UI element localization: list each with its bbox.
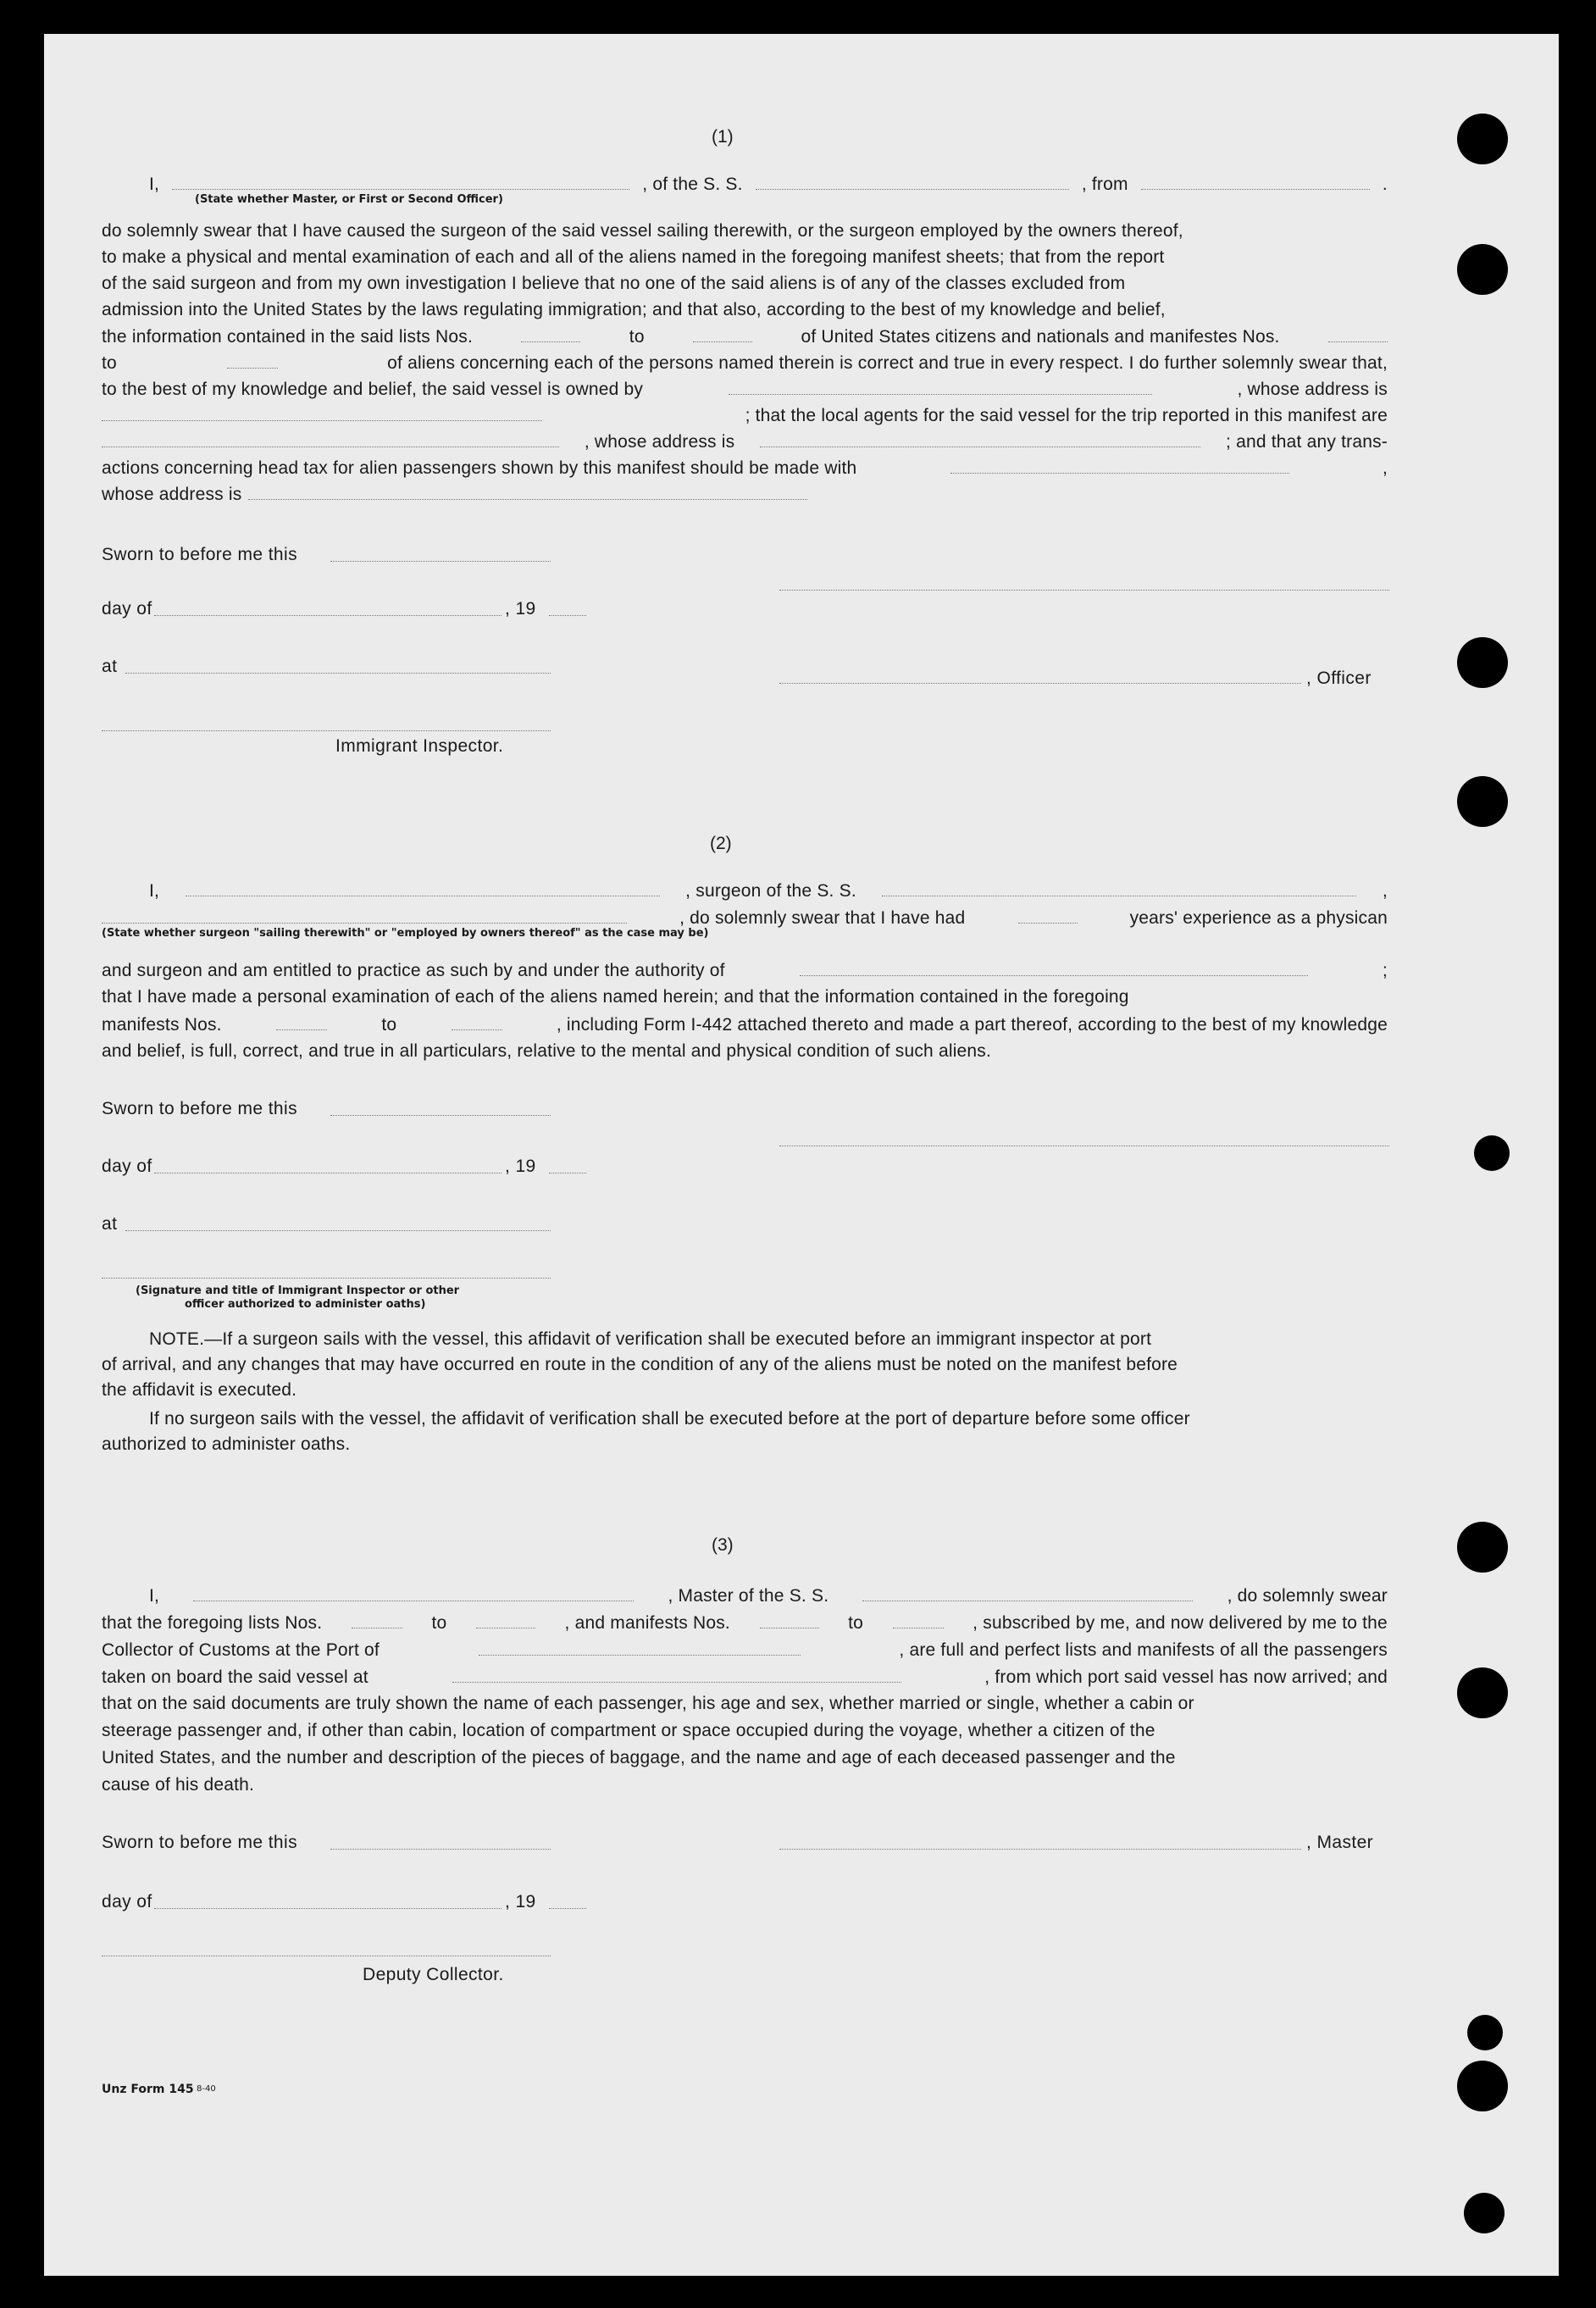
s2-sworn-date-field[interactable]	[330, 1115, 551, 1116]
section-2-surgeon-line: I, , surgeon of the S. S. ,	[149, 881, 1388, 901]
day-of-label: day of	[102, 1892, 152, 1911]
section-3-text-line: United States, and the number and description of the pieces of baggage, and the name and age of each deceased passenger and the	[102, 1748, 1176, 1767]
officer-label: , Officer	[1306, 669, 1372, 688]
signature-instruction: (Signature and title of Immigrant Inspector or other	[136, 1284, 460, 1297]
section-1-text-line: whose address is	[102, 485, 864, 503]
years-experience-field[interactable]	[1018, 908, 1078, 924]
day-of-label: day of	[102, 1157, 152, 1176]
s3-sworn-date-field[interactable]	[330, 1849, 551, 1850]
s3-manifests-to-field[interactable]	[893, 1613, 944, 1628]
agents-address-field[interactable]	[760, 432, 1200, 447]
note-line: authorized to administer oaths.	[102, 1434, 351, 1454]
section-1-text-line: actions concerning head tax for alien passengers shown by this manifest should be made with ,	[102, 458, 1388, 478]
inspector-signature-field[interactable]	[102, 730, 551, 731]
surgeon-vessel-field[interactable]	[882, 881, 1356, 896]
section-1-text-line: do solemnly swear that I have caused the surgeon of the said vessel sailing therewith, or the surgeon employed by the owners thereof,	[102, 221, 1183, 241]
day-of-field[interactable]	[154, 615, 502, 616]
surgeon-instruction: (State whether surgeon "sailing therewith" or "employed by owners thereof" as the case may be)	[102, 927, 709, 940]
section-1-text-line: to the best of my knowledge and belief, the said vessel is owned by , whose address is	[102, 380, 1388, 399]
punch-hole	[1457, 637, 1508, 688]
collector-port-field[interactable]	[479, 1640, 801, 1656]
form-page	[44, 34, 1559, 2276]
note-line: of arrival, and any changes that may have occurred en route in the condition of any of the aliens must be noted on the manifest before	[102, 1355, 1178, 1374]
s2-manifests-to-field[interactable]	[452, 1015, 502, 1030]
section-2-text-line: and surgeon and am entitled to practice as such by and under the authority of ;	[102, 961, 1388, 980]
section-1-text-line: to make a physical and mental examination of each and all of the aliens named in the foregoing manifest sheets; that from the report	[102, 247, 1165, 267]
sworn-label: Sworn to before me this	[102, 545, 297, 564]
section-3-text-line: cause of his death.	[102, 1775, 255, 1795]
section-2-text-line: , do solemnly swear that I have had years' experience as a physican	[102, 908, 1388, 927]
s2-manifests-from-field[interactable]	[276, 1015, 327, 1030]
head-tax-address-field[interactable]	[248, 485, 807, 500]
s3-lists-to-field[interactable]	[476, 1613, 535, 1628]
s3-master-name-field[interactable]	[193, 1586, 634, 1601]
section-1-text-line: to of aliens concerning each of the persons named therein is correct and true in every respect. I do further solemnly swear that,	[102, 353, 1388, 373]
section-3-text-line: that the foregoing lists Nos. to , and manifests Nos. to , subscribed by me, and now delivered by me to the	[102, 1613, 1388, 1633]
year-label: , 19	[505, 1892, 536, 1911]
section-1-text-line: admission into the United States by the laws regulating immigration; and that also, according to the best of my knowledge and belief,	[102, 300, 1166, 319]
section-2-number: (2)	[710, 834, 732, 853]
section-2-text-line: manifests Nos. to , including Form I-442 attached thereto and made a part thereof, according to the best of my knowledge	[102, 1015, 1388, 1035]
section-1-text-line: , whose address is ; and that any trans-	[102, 432, 1388, 451]
s2-at-place-field[interactable]	[125, 1230, 551, 1231]
section-1-text-line: the information contained in the said lists Nos. to of United States citizens and nationals and manifestes Nos.	[102, 327, 1388, 346]
section-2-text-line: and belief, is full, correct, and true in all particulars, relative to the mental and physical condition of such aliens.	[102, 1041, 992, 1061]
s3-day-of-field[interactable]	[154, 1908, 502, 1909]
year-label: , 19	[505, 599, 536, 619]
boarding-port-field[interactable]	[452, 1667, 901, 1683]
manifests-from-field[interactable]	[1328, 327, 1388, 342]
punch-hole	[1474, 1135, 1510, 1171]
surgeon-type-field[interactable]	[102, 908, 627, 924]
vessel-name-field[interactable]	[756, 175, 1069, 190]
deputy-label: Deputy Collector.	[363, 1965, 504, 1984]
sworn-date-field[interactable]	[330, 561, 551, 562]
note-line: NOTE.—If a surgeon sails with the vessel, this affidavit of verification shall be executed before an immigrant inspector at port	[149, 1329, 1152, 1349]
note-line: If no surgeon sails with the vessel, the affidavit of verification shall be executed before at the port of departure before some officer	[149, 1409, 1190, 1429]
section-2-text-line: that I have made a personal examination of each of the aliens named herein; and that the information contained in the foregoing	[102, 987, 1129, 1007]
s3-lists-from-field[interactable]	[352, 1613, 402, 1628]
section-1-number: (1)	[712, 127, 734, 147]
officer-title-field[interactable]	[779, 683, 1301, 684]
section-3-text-line: taken on board the said vessel at , from which port said vessel has now arrived; and	[102, 1667, 1388, 1687]
punch-hole	[1464, 2193, 1505, 2233]
sworn-label: Sworn to before me this	[102, 1833, 297, 1852]
signature-instruction: officer authorized to administer oaths)	[185, 1298, 426, 1311]
master-label: , Master	[1306, 1833, 1374, 1852]
section-1-text-line: ; that the local agents for the said vessel for the trip reported in this manifest are	[102, 406, 1388, 424]
section-3-number: (3)	[712, 1535, 734, 1555]
s3-vessel-field[interactable]	[862, 1586, 1193, 1601]
s3-year-field[interactable]	[549, 1908, 586, 1909]
master-signature-field[interactable]	[779, 1849, 1301, 1850]
section-1-master-line: I, , of the S. S. , from .	[149, 175, 1388, 194]
sworn-label: Sworn to before me this	[102, 1099, 297, 1118]
inspector-label: Immigrant Inspector.	[335, 736, 504, 756]
punch-hole	[1457, 1522, 1508, 1573]
manifests-to-field[interactable]	[227, 353, 278, 369]
punch-hole	[1457, 776, 1508, 827]
punch-hole	[1457, 114, 1508, 164]
section-1-text-line: of the said surgeon and from my own investigation I believe that no one of the said aliens is of any of the classes excluded from	[102, 274, 1126, 293]
at-place-field[interactable]	[125, 673, 551, 674]
officer-signature-field[interactable]	[779, 590, 1389, 591]
at-label: at	[102, 657, 118, 676]
punch-hole	[1457, 2061, 1508, 2111]
officer-instruction: (State whether Master, or First or Second Officer)	[195, 193, 503, 206]
s2-inspector-signature-field[interactable]	[102, 1278, 551, 1279]
owner-field[interactable]	[729, 380, 1152, 395]
year-field[interactable]	[549, 615, 586, 616]
local-agents-field[interactable]	[102, 432, 559, 447]
punch-hole	[1467, 2015, 1503, 2050]
section-3-text-line: Collector of Customs at the Port of , are full and perfect lists and manifests of all the passengers	[102, 1640, 1388, 1660]
form-code: 8-40	[197, 2084, 216, 2094]
surgeon-name-field[interactable]	[186, 881, 660, 896]
s3-manifests-from-field[interactable]	[760, 1613, 819, 1628]
punch-hole	[1457, 1667, 1508, 1718]
at-label: at	[102, 1214, 118, 1234]
day-of-label: day of	[102, 599, 152, 619]
authority-field[interactable]	[800, 961, 1308, 976]
year-label: , 19	[505, 1157, 536, 1176]
lists-to-field[interactable]	[693, 327, 752, 342]
punch-hole	[1457, 244, 1508, 295]
section-3-text-line: that on the said documents are truly shown the name of each passenger, his age and sex, whether married or single, whether a cabin or	[102, 1694, 1194, 1713]
officer-name-field[interactable]	[172, 175, 629, 190]
lists-from-field[interactable]	[521, 327, 580, 342]
owner-address-field[interactable]	[102, 406, 542, 421]
section-3-master-line: I, , Master of the S. S. , do solemnly swear	[149, 1586, 1388, 1606]
departure-port-field[interactable]	[1141, 175, 1370, 190]
section-3-text-line: steerage passenger and, if other than cabin, location of compartment or space occupied during the voyage, whether a citizen of the	[102, 1721, 1155, 1740]
note-line: the affidavit is executed.	[102, 1380, 297, 1400]
head-tax-contact-field[interactable]	[950, 458, 1289, 474]
form-number: Unz Form 145	[102, 2083, 194, 2096]
